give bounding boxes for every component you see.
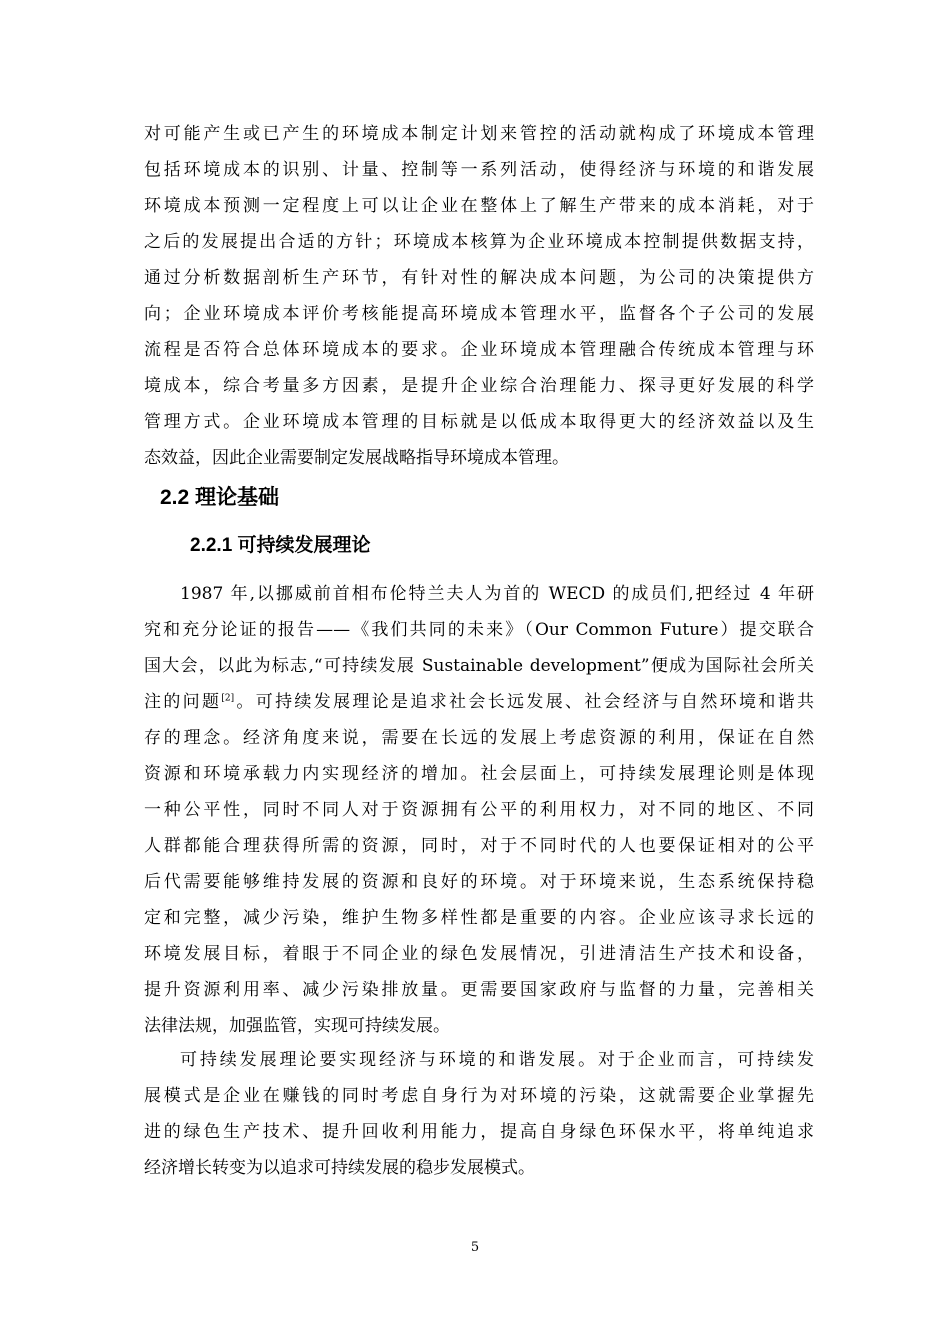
section-heading: 2.2 理论基础: [160, 486, 280, 509]
text-segment: 。可持续发展理论是追求社会长远发展、社会经济与自然环境和谐共: [234, 692, 815, 712]
page-number: 5: [470, 1240, 480, 1255]
text-line: 展模式是企业在赚钱的同时考虑自身行为对环境的污染，这就需要企业掌握先: [144, 1086, 814, 1106]
text-line: 经济增长转变为以追求可持续发展的稳步发展模式。: [144, 1158, 535, 1178]
text-line: 定和完整，减少污染，维护生物多样性都是重要的内容。企业应该寻求长远的: [144, 908, 814, 928]
paragraph-environmental-cost: [144, 116, 814, 476]
text-line: 进的绿色生产技术、提升回收利用能力，提高自身绿色环保水平，将单纯追求: [144, 1122, 814, 1142]
text-line: 通过分析数据剖析生产环节，有针对性的解决成本问题，为公司的决策提供方: [144, 268, 814, 288]
text-line: 究和充分论证的报告——《我们共同的未来》（Our Common Future）提交联合: [144, 620, 814, 640]
text-line: 人群都能合理获得所需的资源，同时，对于不同时代的人也要保证相对的公平: [144, 836, 814, 856]
text-line: 存的理念。经济角度来说，需要在长远的发展上考虑资源的利用，保证在自然: [144, 728, 814, 748]
text-line: 对可能产生或已产生的环境成本制定计划来管控的活动就构成了环境成本管理: [144, 124, 814, 144]
paragraph-sustainable-development: [144, 576, 814, 1044]
text-line: 环境成本预测一定程度上可以让企业在整体上了解生产带来的成本消耗，对于: [144, 196, 814, 216]
text-line: 法律法规，加强监管，实现可持续发展。: [144, 1016, 450, 1036]
text-line: 境成本，综合考量多方因素，是提升企业综合治理能力、探寻更好发展的科学: [144, 376, 814, 396]
text-line: 管理方式。企业环境成本管理的目标就是以低成本取得更大的经济效益以及生: [144, 412, 814, 432]
text-line: 可持续发展理论要实现经济与环境的和谐发展。对于企业而言，可持续发: [180, 1050, 814, 1070]
text-line: 提升资源利用率、减少污染排放量。更需要国家政府与监督的力量，完善相关: [144, 980, 814, 1000]
text-segment: 注的问题: [144, 692, 222, 712]
text-line: 流程是否符合总体环境成本的要求。企业环境成本管理融合传统成本管理与环: [144, 340, 814, 360]
subsection-heading: 2.2.1 可持续发展理论: [190, 535, 371, 556]
text-line: 资源和环境承载力内实现经济的增加。社会层面上，可持续发展理论则是体现: [144, 764, 814, 784]
text-line: 向；企业环境成本评价考核能提高环境成本管理水平，监督各个子公司的发展: [144, 304, 814, 324]
text-line: 包括环境成本的识别、计量、控制等一系列活动，使得经济与环境的和谐发展: [144, 160, 814, 180]
text-line-with-reference: [144, 684, 814, 720]
citation-reference: [2]: [221, 693, 235, 704]
text-line: 国大会，以此为标志,“可持续发展 Sustainable development”便成为国际社会所关: [144, 656, 814, 676]
text-line: 1987 年,以挪威前首相布伦特兰夫人为首的 WECD 的成员们,把经过 4 年研: [180, 584, 814, 604]
text-line: 环境发展目标，着眼于不同企业的绿色发展情况，引进清洁生产技术和设备，: [144, 944, 814, 964]
text-line: 之后的发展提出合适的方针；环境成本核算为企业环境成本控制提供数据支持，: [144, 232, 814, 252]
text-line: 态效益，因此企业需要制定发展战略指导环境成本管理。: [144, 448, 569, 468]
paragraph-enterprise-model: [144, 1042, 814, 1186]
text-line: 一种公平性，同时不同人对于资源拥有公平的利用权力，对不同的地区、不同: [144, 800, 814, 820]
text-line: 后代需要能够维持发展的资源和良好的环境。对于环境来说，生态系统保持稳: [144, 872, 814, 892]
